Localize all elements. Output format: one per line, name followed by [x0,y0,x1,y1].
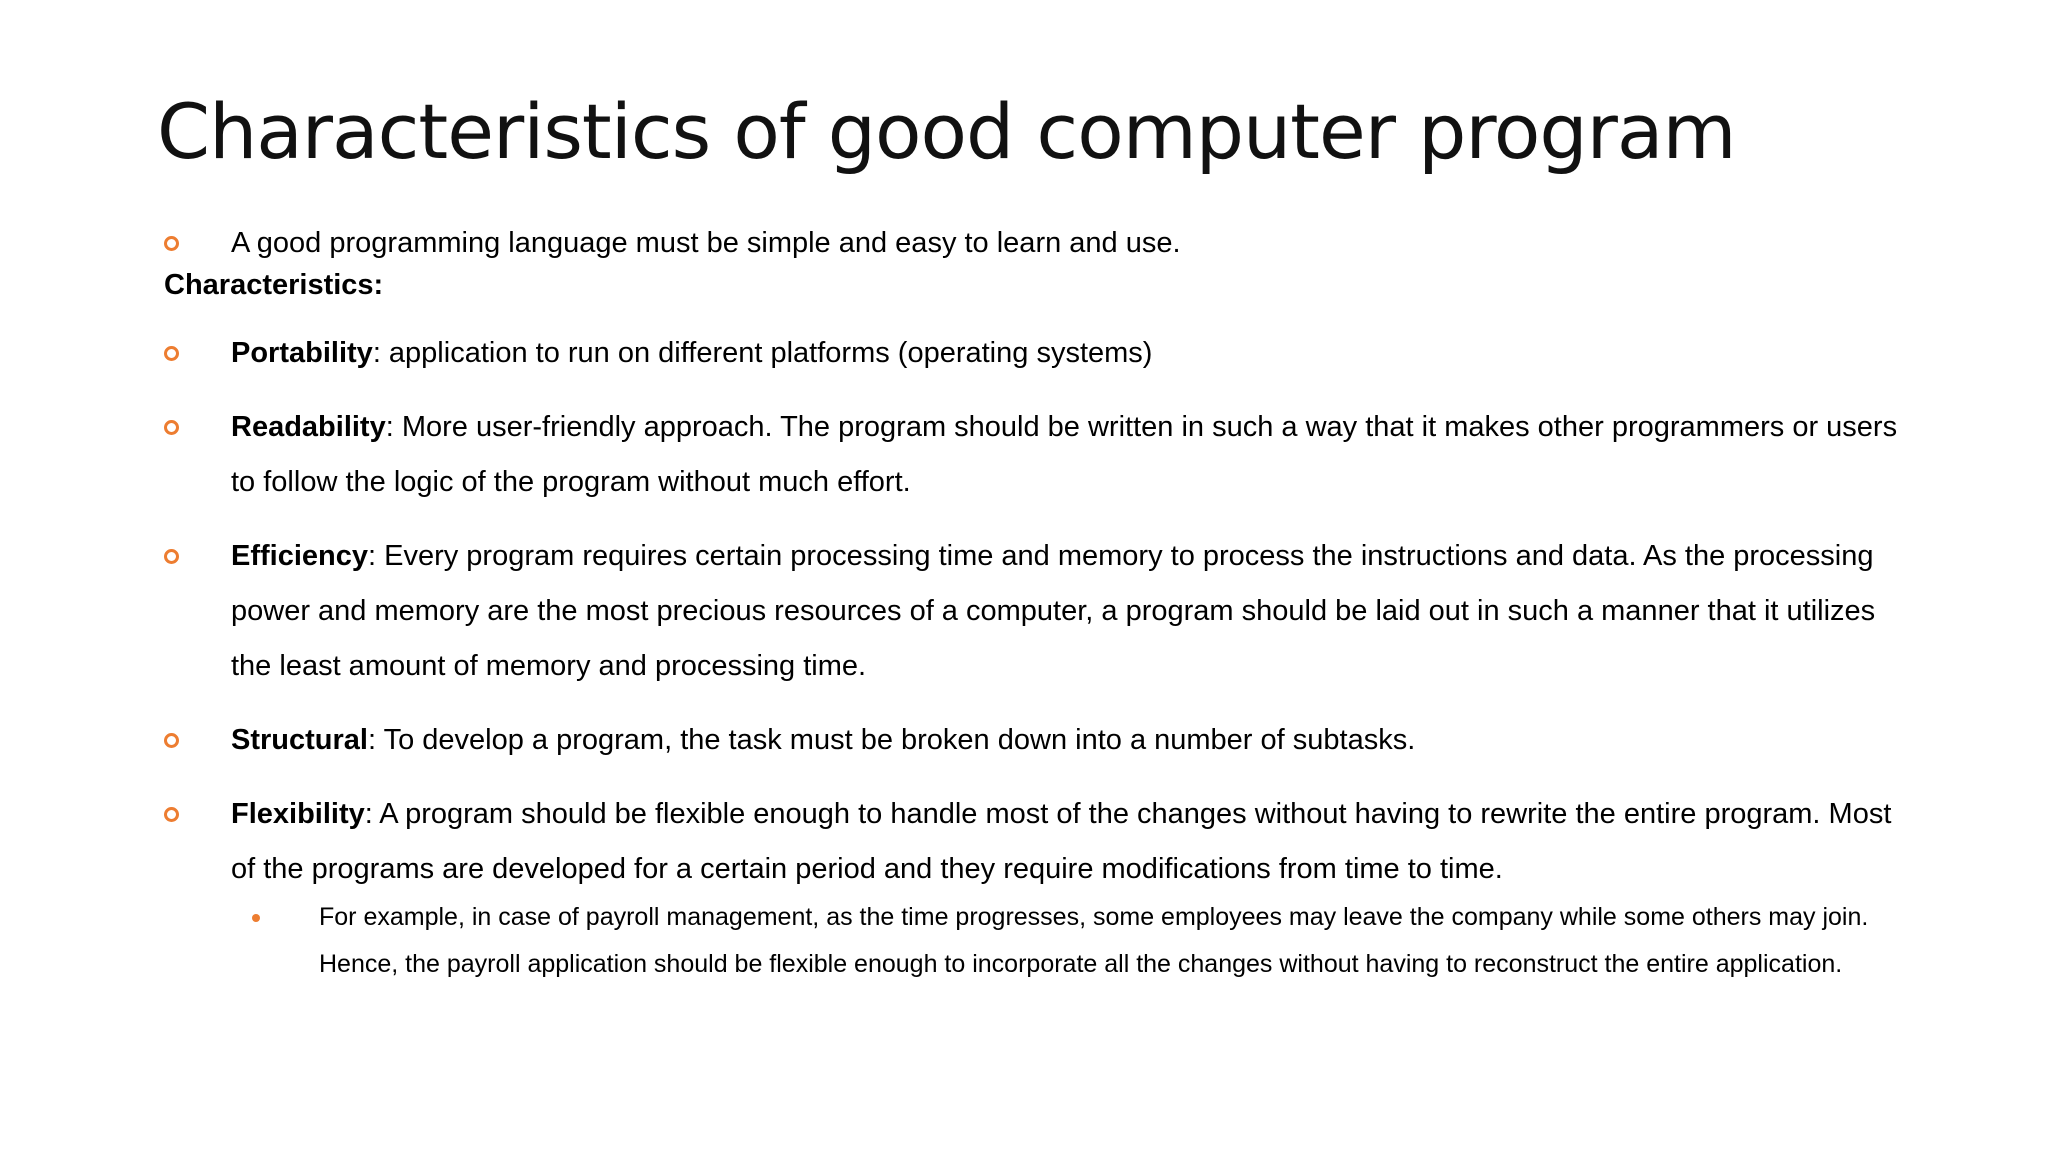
list-item-flexibility [164,787,1904,897]
item-term: Flexibility [231,798,365,830]
intro-text: A good programming language must be simple and easy to learn and use. [231,227,1181,259]
item-description: : Every program requires certain processing time and memory to process the instructions and data. As the processing power and memory are the most precious resources of a computer, a program should be laid out in such a manner that it utilizes the least amount of memory and processing time. [231,540,1876,682]
hollow-circle-bullet-icon [164,236,179,251]
hollow-circle-bullet-icon [164,549,179,564]
list-item-readability [164,400,1904,510]
slide-body [164,216,1904,988]
hollow-circle-bullet-icon [164,807,179,822]
hollow-circle-bullet-icon [164,346,179,361]
sub-item-text: For example, in case of payroll management, as the time progresses, some employees may leave the company while some others may join. Hence, the payroll application should be flexible enough to incorporate all the changes without having to reconstruct the entire application. [319,903,1869,978]
item-description: : application to run on different platforms (operating systems) [372,337,1153,369]
sub-list-item-example [319,894,1904,988]
item-description: : More user-friendly approach. The program should be written in such a way that it makes other programmers or users to follow the logic of the program without much effort. [231,411,1898,498]
hollow-circle-bullet-icon [164,733,179,748]
item-term: Portability [231,337,373,369]
intro-bullet-item [164,216,1904,271]
item-term: Efficiency [231,540,368,572]
list-item-structural [164,713,1904,768]
item-term: Readability [231,411,386,443]
item-term: Structural [231,724,368,756]
hollow-circle-bullet-icon [164,420,179,435]
item-description: : A program should be flexible enough to handle most of the changes without having to rewrite the entire program. Most of the programs are developed for a certain period and they require modifications from time to time. [231,798,1892,885]
list-item-portability [164,326,1904,381]
filled-dot-bullet-icon [252,914,260,922]
list-item-efficiency [164,529,1904,694]
item-description: : To develop a program, the task must be broken down into a number of subtasks. [367,724,1416,756]
characteristics-heading: Characteristics: [164,269,384,301]
slide-title: Characteristics of good computer program [157,87,1736,176]
